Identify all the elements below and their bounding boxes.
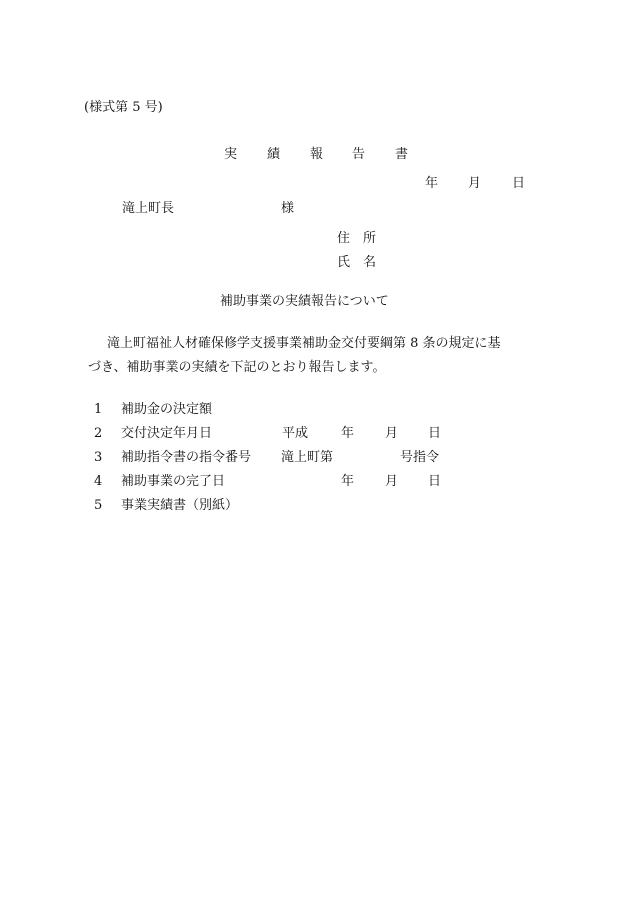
body-text-line: 滝上町福祉人材確保修学支援事業補助金交付要綱第 8 条の規定に基 [107,336,501,351]
item-year: 年 [341,474,355,489]
item-prefix: 滝上町第 [281,450,334,465]
item-era: 平成 [282,426,309,441]
title-char: 書 [395,147,409,162]
date-day: 日 [512,176,526,191]
date-year: 年 [425,176,439,191]
title-char: 告 [352,147,366,162]
title-char: 報 [310,147,324,162]
date-month: 月 [468,176,482,191]
item-number: 5 [94,498,103,513]
body-text-line: づき、補助事業の実績を下記のとおり報告します。 [88,360,386,375]
name-label: 氏 名 [337,255,377,270]
item-number: 1 [94,402,103,417]
item-label: 補助事業の完了日 [121,474,226,489]
item-year: 年 [341,426,355,441]
item-day: 日 [428,474,442,489]
form-number: (様式第 5 号) [84,100,163,115]
item-suffix: 号指令 [400,450,440,465]
item-month: 月 [385,426,399,441]
recipient-name: 滝上町長 [122,201,175,216]
title-char: 績 [267,147,281,162]
item-number: 4 [94,474,103,489]
item-month: 月 [385,474,399,489]
item-label: 補助金の決定額 [121,402,213,417]
item-day: 日 [428,426,442,441]
item-label: 事業実績書（別紙） [121,498,239,513]
address-label: 住 所 [337,231,377,246]
item-number: 2 [94,426,103,441]
item-label: 交付決定年月日 [121,426,213,441]
item-number: 3 [94,450,103,465]
subject-line: 補助事業の実績報告について [220,294,389,309]
item-label: 補助指令書の指令番号 [121,450,252,465]
recipient-honorific: 様 [281,201,295,216]
title-char: 実 [224,147,238,162]
